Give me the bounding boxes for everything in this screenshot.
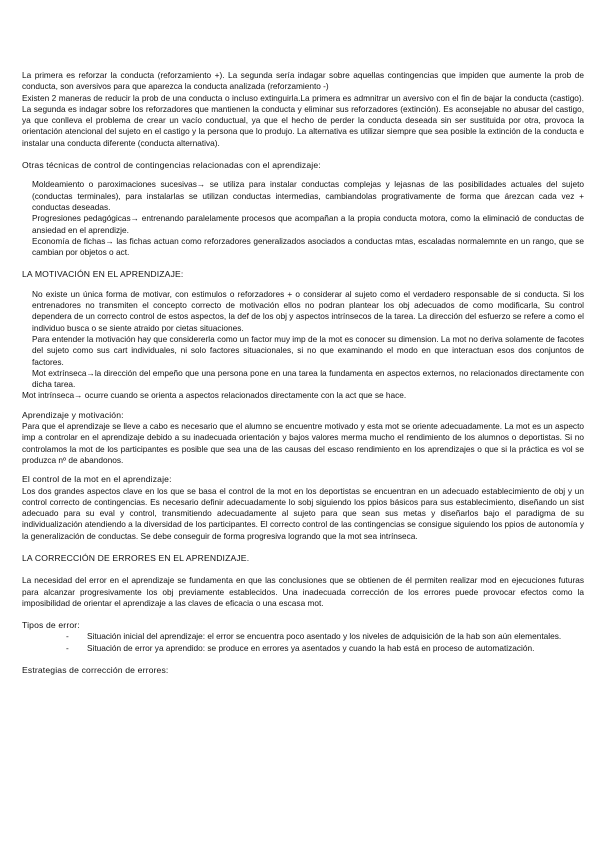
dash-bullet: - xyxy=(66,631,69,642)
aprendizaje-motivacion-heading: Aprendizaje y motivación: xyxy=(22,409,124,420)
motivacion-intrinseca: Mot intrínseca→ ocurre cuando se orienta a aspectos relacionados directamente con la act que se hace. xyxy=(22,390,407,401)
motivacion-item-2: Para entender la motivación hay que considererla como un factor muy imp de la mot es conocer su dimension. La mot no deriva solamente de facotes del sujeto como sus cart individuales, ni solo factores situacionales, si no que examinando el modo en que interactuan esos dos conjuntos de factores. xyxy=(32,333,584,367)
list-item xyxy=(22,631,584,642)
otras-tecnicas-heading: Otras técnicas de control de contingencias relacionadas con el aprendizaje: xyxy=(22,160,321,171)
aprendizaje-motivacion-text: Para que el aprendizaje se lleve a cabo es necesario que el alumno se encuentre motivado y esta mot se oriente adecuadamente. La mot es un aspecto imp a controlar en el aprendizaje debido a su inadecuada orientación y bajos valores merma mucho el rendimiento de los alumnos o deportistas. Si no controlamos la mot de los participantes es posible que sea una de las causas del escaso rendimiento en los aprendizajes o que si la práctica es vol se produzca nº de abandonos. xyxy=(22,421,584,465)
document-page xyxy=(22,70,584,676)
motivacion-heading: LA MOTIVACIÓN EN EL APRENDIZAJE: xyxy=(22,269,184,280)
otras-item-moldeamiento: Moldeamiento o paroximaciones sucesivas→ se utiliza para instalar conductas complejas y lejasnas de las posibilidades actuales del sujeto (conductas terminales), para instalarlas se utilizan conductas intermedias, cambiandolas progrativamente de forma que árezcan cada vez + conductas deseadas. xyxy=(32,179,584,212)
tipos-error-list xyxy=(22,631,584,654)
tipos-error-item-2: Situación de error ya aprendido: se produce en errores ya asentados y cuando la hab está en proceso de automatización. xyxy=(87,642,535,653)
motivacion-item-1: No existe un única forma de motivar, con estimulos o reforzadores + o considerar al sujeto como el verdadero responsable de si conducta. Si los entrenadores no transmiten el concepto correcto de motivación ellos no podran plantear los obj adecuados de como modificarla, Su control dependera de un correcto control de estos aspectos, la def de los obj y aspectos intrínsecos de la tarea. La dirección del esfuerzo se refere a como el individuo busca o se siente atraido por cietas situaciones. xyxy=(32,288,584,333)
intro-paragraph-2: Existen 2 maneras de reducir la prob de una conducta o incluso extinguirla.La primera es admnitrar un aversivo con el fin de bajar la conducta (castigo). La segunda es indagar sobre los reforzadores que mantienen la conducta y eliminar sus reforzadores (extinción). Es aconsejable no abusar del castigo, ya que conlleva el problema de crear un vacío conductual, ya que el hecho de perder la conducta deseada sin ser sustituida por otra, provoca la orientación atencional del sujeto en el castigo y la persona que lo produjo. La alternativa es utilizar siempre que sea posible la extinción de la conducta e instalar una conducta diferente (conducta alternativa). xyxy=(22,92,584,148)
estrategias-heading: Estrategias de corrección de errores: xyxy=(22,665,169,676)
intro-paragraph-1: La primera es reforzar la conducta (reforzamiento +). La segunda sería indagar sobre aquellas contingencias que impiden que aumente la prob de conducta, son aversivos para que aparezca la conducta analizada (reforzamiento -) xyxy=(22,70,584,92)
list-item xyxy=(22,643,584,654)
tipos-error-item-1: Situación inicial del aprendizaje: el error se encuentra poco asentado y los niveles de adquisición de la hab son aún elementales. xyxy=(87,631,562,642)
correccion-heading: LA CORRECCIÓN DE ERRORES EN EL APRENDIZAJE. xyxy=(22,552,250,563)
tipos-error-heading: Tipos de error: xyxy=(22,620,80,631)
motivacion-item-3: Mot extrínseca→la dirección del empeño que una persona pone en una tarea la fundamenta en aspectos externos, no relacionados directamente con dicha tarea. xyxy=(32,367,584,390)
correccion-text: La necesidad del error en el aprendizaje se fundamenta en que las conclusiones que se obtienen de él permiten realizar mod en ejecuciones futuras para alcanzar progresivamente los obj previamente establecidos. Una inadecuada corrección de los errores puede provocar efectos como la imposibilidad de orientar el aprendizaje a las claves de eficacia o una escasa mot. xyxy=(22,575,584,608)
dash-bullet: - xyxy=(66,642,69,653)
control-mot-heading: El control de la mot en el aprendizaje: xyxy=(22,474,172,485)
otras-item-economia: Economía de fichas→ las fichas actuan como reforzadores generalizados asociados a conductas mtas, escaladas normalemnte en un rango, que se cambian por objetos o act. xyxy=(32,235,584,258)
control-mot-text: Los dos grandes aspectos clave en los que se basa el control de la mot en los deportistas se encuentran en un adecuado establecimiento de obj y un control correcto de contingencias. Es necesario definir adecuadamente lo sobj siguiendo los ppios básicos para sus establecimiento, diseñando un sist adecuado para su eval y control, transmitiendo adecuadamente al sujeto para que sean sus metas y diseñarlos bajo el paradigma de su individualización atendiendo a la diversidad de los participantes. El correcto control de las contingencias se consigue siguiendo los ppios de autonomía y la generalización de conductas. Se debe conseguir de forma progresiva logrando que la mot sea intrínseca. xyxy=(22,485,584,541)
otras-item-progresiones: Progresiones pedagógicas→ entrenando paralelamente procesos que acompañan a la propia conducta motora, como la eliminació de conductas de ansiedad en el aprendizje. xyxy=(32,213,584,235)
